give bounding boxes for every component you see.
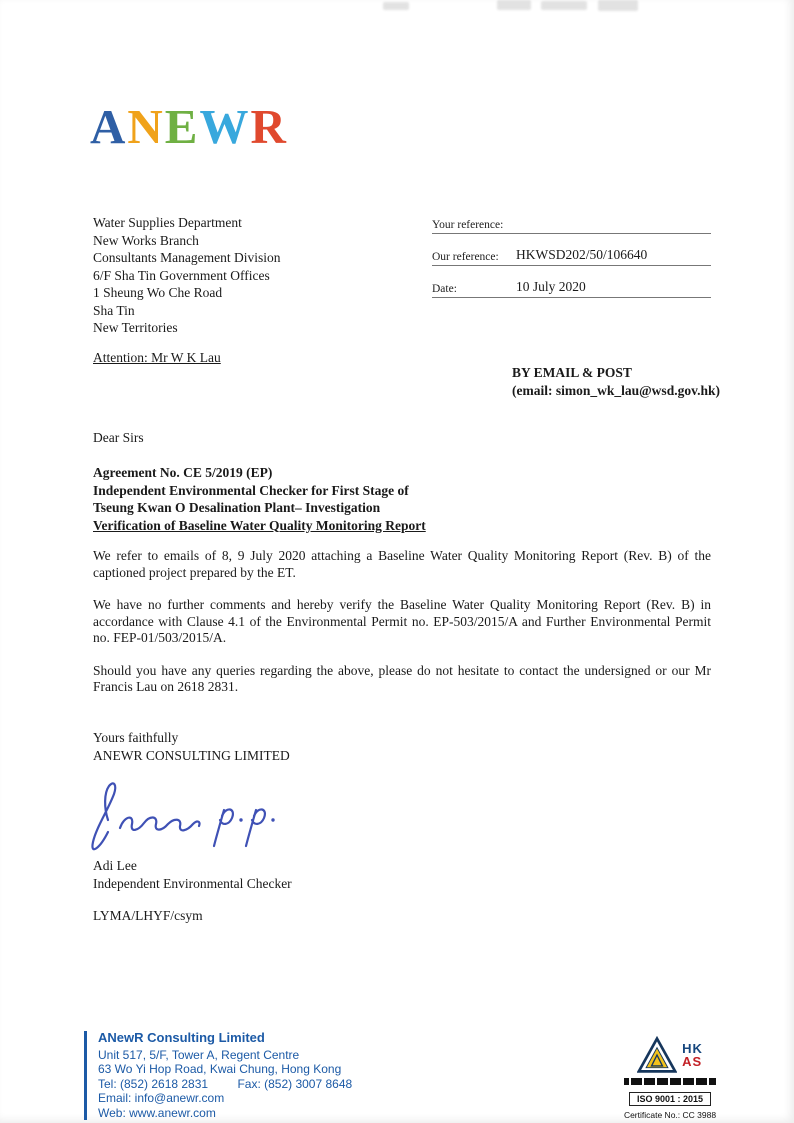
delivery-line: BY EMAIL & POST [512, 365, 632, 380]
scan-artifact [383, 2, 409, 10]
date-value: 10 July 2020 [516, 279, 586, 294]
footer-email: Email: info@anewr.com [98, 1091, 225, 1105]
footer-tel: Tel: (852) 2618 2831 [98, 1076, 209, 1091]
recipient-line: Water Supplies Department [93, 215, 242, 230]
date-row [432, 279, 711, 298]
logo-letter: N [127, 99, 165, 154]
footer-contact-block [84, 1031, 352, 1120]
our-reference-value: HKWSD202/50/106640 [516, 247, 648, 262]
recipient-line: 1 Sheung Wo Che Road [93, 285, 223, 300]
scan-artifact [541, 1, 587, 10]
company-logo [90, 99, 288, 154]
certification-block [608, 1036, 732, 1120]
our-reference-label: Our reference: [432, 251, 499, 263]
delivery-email: (email: simon_wk_lau@wsd.gov.hk) [512, 383, 720, 398]
salutation: Dear Sirs [93, 430, 144, 445]
footer-address-line: 63 Wo Yi Hop Road, Kwai Chung, Hong Kong [98, 1062, 342, 1076]
footer-address-line: Unit 517, 5/F, Tower A, Regent Centre [98, 1047, 300, 1062]
recipient-address [93, 214, 280, 337]
your-reference-label: Your reference: [432, 219, 504, 231]
subject-line: Tseung Kwan O Desalination Plant– Investigation [93, 500, 381, 515]
subject-line-underlined: Verification of Baseline Water Quality Monitoring Report [93, 517, 426, 533]
hkas-mark [608, 1036, 732, 1074]
recipient-line: Consultants Management Division [93, 250, 281, 265]
recipient-line: New Works Branch [93, 232, 199, 248]
hkas-triangle-icon [637, 1036, 677, 1074]
recipient-line: 6/F Sha Tin Government Offices [93, 267, 270, 283]
recipient-line: New Territories [93, 320, 178, 335]
letter-body [93, 548, 711, 712]
reference-block [432, 216, 711, 311]
signature-scribble [86, 776, 316, 862]
scan-artifact [497, 0, 531, 10]
certificate-number: Certificate No.: CC 3988 [623, 1110, 717, 1120]
certification-bar [624, 1078, 716, 1085]
subject-line: Independent Environmental Checker for First Stage of [93, 482, 409, 498]
logo-letter: R [250, 99, 288, 154]
attention-line: Attention: Mr W K Lau [93, 350, 221, 365]
signature [86, 776, 316, 867]
subject-line: Agreement No. CE 5/2019 (EP) [93, 465, 273, 480]
scan-artifact [598, 0, 638, 11]
valediction: Yours faithfully [93, 730, 179, 745]
paragraph: Should you have any queries regarding the above, please do not hesitate to contact the undersigned or our Mr Francis Lau on 2618 2831. [93, 662, 711, 694]
paragraph: We have no further comments and hereby verify the Baseline Water Quality Monitoring Report (Rev. B) in accordance with Clause 4.1 of the Environmental Permit no. EP-503/2015/A and Further Environmental Permit no. FEP-01/503/2015/A. [93, 597, 711, 645]
hkas-letters-bottom: AS [682, 1054, 703, 1069]
recipient-line: Sha Tin [93, 302, 135, 318]
hkas-letters-top: HK [682, 1041, 703, 1056]
subject-block [93, 464, 426, 534]
footer-company-name: ANewR Consulting Limited [98, 1030, 265, 1045]
closing-block [93, 729, 290, 764]
signatory-block [93, 857, 292, 892]
footer-telfax [98, 1077, 352, 1092]
closing-company: ANEWR CONSULTING LIMITED [93, 747, 290, 763]
reference-initials: LYMA/LHYF/csym [93, 908, 203, 923]
paragraph: We refer to emails of 8, 9 July 2020 attaching a Baseline Water Quality Monitoring Report (Rev. B) of the captioned project prepared by the ET. [93, 548, 711, 580]
footer-web: Web: www.anewr.com [98, 1105, 216, 1120]
our-reference-row [432, 247, 711, 266]
signatory-title: Independent Environmental Checker [93, 875, 292, 891]
logo-letter: E [164, 99, 200, 154]
logo-letter: W [199, 99, 251, 154]
date-label: Date: [432, 283, 457, 295]
hkas-letters [682, 1042, 703, 1068]
iso-badge: ISO 9001 : 2015 [629, 1092, 711, 1106]
signatory-name: Adi Lee [93, 858, 137, 873]
your-reference-row [432, 216, 711, 234]
footer-fax: Fax: (852) 3007 8648 [237, 1076, 353, 1091]
logo-letter: A [90, 99, 128, 154]
delivery-method [512, 364, 720, 400]
